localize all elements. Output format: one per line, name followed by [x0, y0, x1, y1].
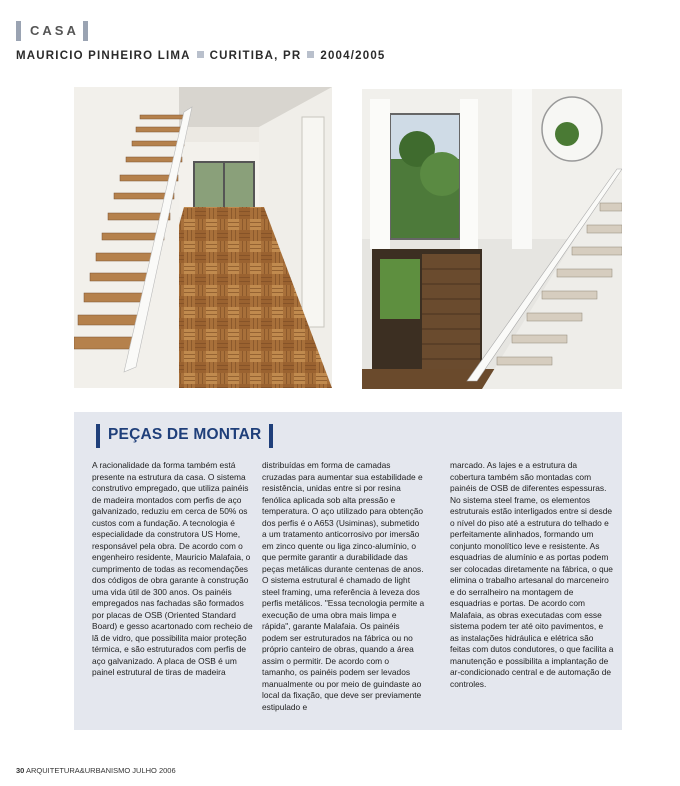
publication-info: ARQUITETURA&URBANISMO JULHO 2006 [26, 766, 176, 775]
box-title-text: PEÇAS DE MONTAR [108, 426, 262, 443]
text-column-2: distribuídas em forma de camadas cruzadas para aumentar sua estabilidade e resistência, unidas entre si por resina fenólica aplicada sob alta pressão e temperatura. O aço utilizado para obtenção dos perfis é o A653 (Usiminas), submetido a um tratamento anticorrosivo por imersão em zinco quente ou liga zinco-alumínio, o que permite garantir a durabilidade das peças metálicas durante centenas de anos. O sistema estrutural é chamado de light steel framing, uma referência à leveza dos perfis metálicos. "Essa tecnologia permite a execução de uma obra mais limpa e rápida", garante Malafaia. Os painéis podem ser estruturados na fábrica ou no próprio canteiro de obras, quando a área assim o permitir. De acordo com o tamanho, os painéis podem ser levados manualmente ou por meio de guindaste ao local da fixação, que deve ser previamente estipulado e [262, 460, 425, 712]
photo-staircase-window-image [362, 89, 622, 389]
title-bracket-right [269, 424, 273, 448]
section-label: CASA [30, 23, 79, 38]
box-title [96, 424, 273, 448]
text-column-3: marcado. As lajes e a estrutura da cobertura também são montadas com painéis de OSB de diferentes espessuras. No sistema steel frame, os elementos estruturais estão interligados entre si desde o nível do piso até a estrutura do telhado e perfeitamente alinhados, formando um conjunto monolítico leve e resistente. As esquadrias de alumínio e as portas podem ser colocadas diretamente na fábrica, o que elimina o trabalho artesanal do marceneiro e do serralheiro na montagem de esquadrias e portas. De acordo com Malafaia, as obras executadas com esse sistema podem ter até oito pavimentos, e as instalações hidráulica e elétrica são feitas com dutos condutores, o que facilita a manutenção e possibilita a implantação de ar-condicionado central e de automação de controles. [450, 460, 614, 689]
sidebar-box-pecas-de-montar [74, 412, 622, 730]
section-tag [16, 21, 88, 41]
separator-square-icon [307, 51, 314, 58]
byline [16, 50, 386, 62]
page-footer [16, 766, 176, 775]
text-column-1: A racionalidade da forma também está presente na estrutura da casa. O sistema construtivo empregado, que utiliza painéis de madeira montados com perfis de aço galvanizado, reduziu em cerca de 50% os custos com a fundação. A tecnologia é especialidade da construtora US Home, responsável pela obra. De acordo com o engenheiro residente, Mauricio Malafaia, o cumprimento de todas as recomendações dos códigos de obra garante à construção uma vida útil de 300 anos. Os painéis empregados nas fachadas são formados por placas de OSB (Oriented Standard Board) e gesso acartonado com recheio de lã de vidro, que possibilita maior proteção térmica, e são estruturados com perfis de aço galvanizado. A placa de OSB é um painel estrutural de tiras de madeira [92, 460, 253, 677]
photo-staircase-hall [74, 87, 332, 388]
tag-bracket-right [83, 21, 88, 41]
photo-staircase-hall-image [74, 87, 332, 388]
photo-staircase-window [362, 89, 622, 389]
tag-bracket-left [16, 21, 21, 41]
separator-square-icon [197, 51, 204, 58]
title-bracket-left [96, 424, 100, 448]
page-number: 30 [16, 766, 25, 775]
years: 2004/2005 [320, 50, 386, 62]
city: CURITIBA, PR [209, 50, 302, 62]
architect-name: MAURICIO PINHEIRO LIMA [16, 50, 191, 62]
